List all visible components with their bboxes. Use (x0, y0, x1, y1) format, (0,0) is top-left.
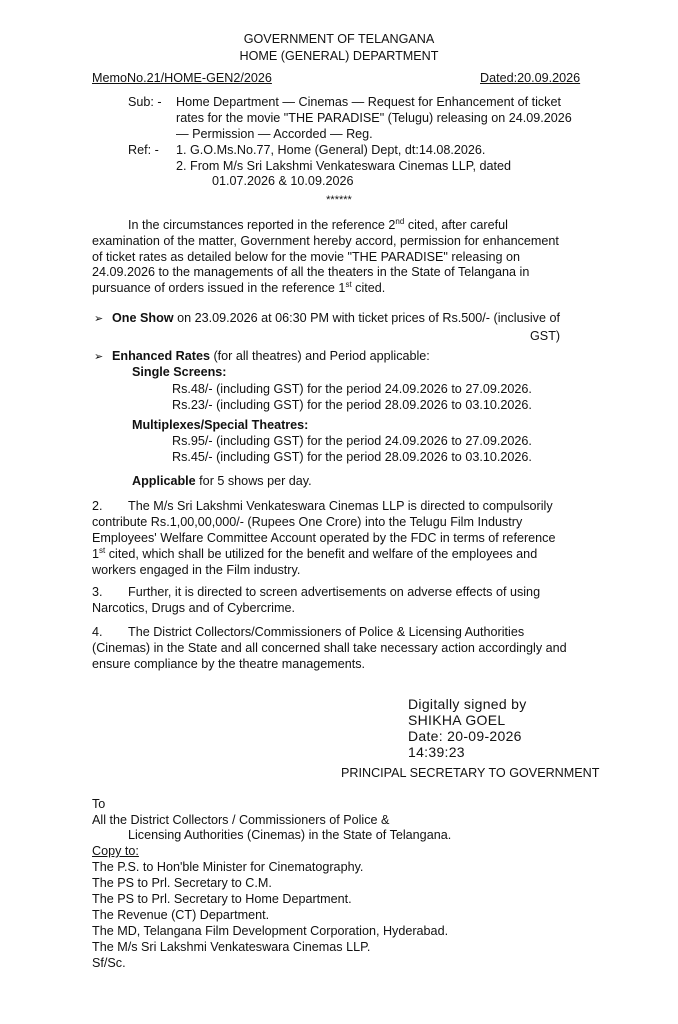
signature-line-1: Digitally signed by (408, 696, 527, 712)
reference-2-dates: 01.07.2026 & 10.09.2026 (212, 174, 354, 188)
para-2-line-5: workers engaged in the Film industry. (92, 563, 301, 577)
to-line-1: All the District Collectors / Commissioners of Police & (92, 813, 390, 827)
intro-line-4: 24.09.2026 to the managements of all the theaters in the State of Telangana in (92, 265, 530, 279)
single-screens-heading: Single Screens: (132, 365, 227, 379)
copy-item: The P.S. to Hon'ble Minister for Cinematography. (92, 860, 364, 874)
para-3-number: 3. (92, 585, 103, 599)
memo-number: MemoNo.21/HOME-GEN2/2026 (92, 71, 272, 85)
enhanced-rates-item: ➢ Enhanced Rates (for all theatres) and Period applicable: (94, 349, 430, 366)
para-2-line-4: 1st cited, which shall be utilized for the benefit and welfare of the employees and (92, 545, 538, 561)
para-4-number: 4. (92, 625, 103, 639)
copy-to-label: Copy to: (92, 844, 139, 858)
para-2-line-2: contribute Rs.1,00,00,000/- (Rupees One Crore) into the Telugu Film Industry (92, 515, 523, 529)
para-2-line-3: Employees' Welfare Committee Account operated by the FDC in terms of reference (92, 531, 556, 545)
subject-line-3: — Permission — Accorded — Reg. (176, 127, 373, 141)
multiplexes-heading: Multiplexes/Special Theatres: (132, 418, 309, 432)
applicable-shows: Applicable for 5 shows per day. (132, 474, 312, 488)
para-2-number: 2. (92, 499, 103, 513)
intro-line-5: pursuance of orders issued in the reference 1st cited. (92, 279, 386, 295)
single-screens-rate-1: Rs.48/- (including GST) for the period 24.09.2026 to 27.09.2026. (172, 382, 532, 396)
para-3-line-1: Further, it is directed to screen advertisements on adverse effects of using (128, 585, 541, 599)
memo-date: Dated:20.09.2026 (480, 71, 581, 85)
reference-2: 2. From M/s Sri Lakshmi Venkateswara Cinemas LLP, dated (176, 159, 512, 173)
signer-name: SHIKHA GOEL (408, 712, 506, 728)
arrow-bullet-icon: ➢ (94, 351, 104, 363)
multiplexes-rate-2: Rs.45/- (including GST) for the period 28.09.2026 to 03.10.2026. (172, 450, 532, 464)
para-4-line-3: ensure compliance by the theatre managements. (92, 657, 366, 671)
copy-item: The MD, Telangana Film Development Corporation, Hyderabad. (92, 924, 449, 938)
copy-item: The PS to Prl. Secretary to C.M. (92, 876, 272, 890)
signature-time: 14:39:23 (408, 744, 465, 760)
multiplexes-rate-1: Rs.95/- (including GST) for the period 24.09.2026 to 27.09.2026. (172, 434, 532, 448)
reference-1: 1. G.O.Ms.No.77, Home (General) Dept, dt:14.08.2026. (176, 143, 486, 157)
subject-label: Sub: - (128, 95, 162, 109)
copy-item: The M/s Sri Lakshmi Venkateswara Cinemas LLP. (92, 940, 371, 954)
subject-line-2: rates for the movie "THE PARADISE" (Telugu) releasing on 24.09.2026 (176, 111, 572, 125)
single-screens-rate-2: Rs.23/- (including GST) for the period 28.09.2026 to 03.10.2026. (172, 398, 532, 412)
subject-line-1: Home Department — Cinemas — Request for Enhancement of ticket (176, 95, 561, 109)
to-label: To (92, 797, 106, 811)
copy-item: The Revenue (CT) Department. (92, 908, 270, 922)
copy-item: The PS to Prl. Secretary to Home Department. (92, 892, 352, 906)
para-4-line-2: (Cinemas) in the State and all concerned shall take necessary action accordingly and (92, 641, 567, 655)
arrow-bullet-icon: ➢ (94, 313, 104, 325)
one-show-continuation: GST) (530, 329, 561, 343)
intro-line-2: examination of the matter, Government hereby accord, permission for enhancement (92, 234, 559, 248)
intro-line-1: In the circumstances reported in the reference 2nd cited, after careful (128, 216, 508, 232)
department-heading: HOME (GENERAL) DEPARTMENT (239, 49, 439, 63)
government-heading: GOVERNMENT OF TELANGANA (243, 32, 435, 46)
signature-date: Date: 20-09-2026 (408, 728, 522, 744)
copy-item: Sf/Sc. (92, 956, 126, 970)
one-show-item: ➢ One Show on 23.09.2026 at 06:30 PM with ticket prices of Rs.500/- (inclusive of (94, 311, 560, 328)
separator: ****** (326, 194, 352, 206)
reference-label: Ref: - (128, 143, 159, 157)
to-line-2: Licensing Authorities (Cinemas) in the State of Telangana. (128, 828, 452, 842)
signatory-title: PRINCIPAL SECRETARY TO GOVERNMENT (341, 766, 600, 780)
para-2-line-1: The M/s Sri Lakshmi Venkateswara Cinemas LLP is directed to compulsorily (128, 499, 553, 513)
para-4-line-1: The District Collectors/Commissioners of Police & Licensing Authorities (128, 625, 525, 639)
intro-line-3: of ticket rates as detailed below for the movie "THE PARADISE" releasing on (92, 250, 520, 264)
para-3-line-2: Narcotics, Drugs and of Cybercrime. (92, 601, 295, 615)
